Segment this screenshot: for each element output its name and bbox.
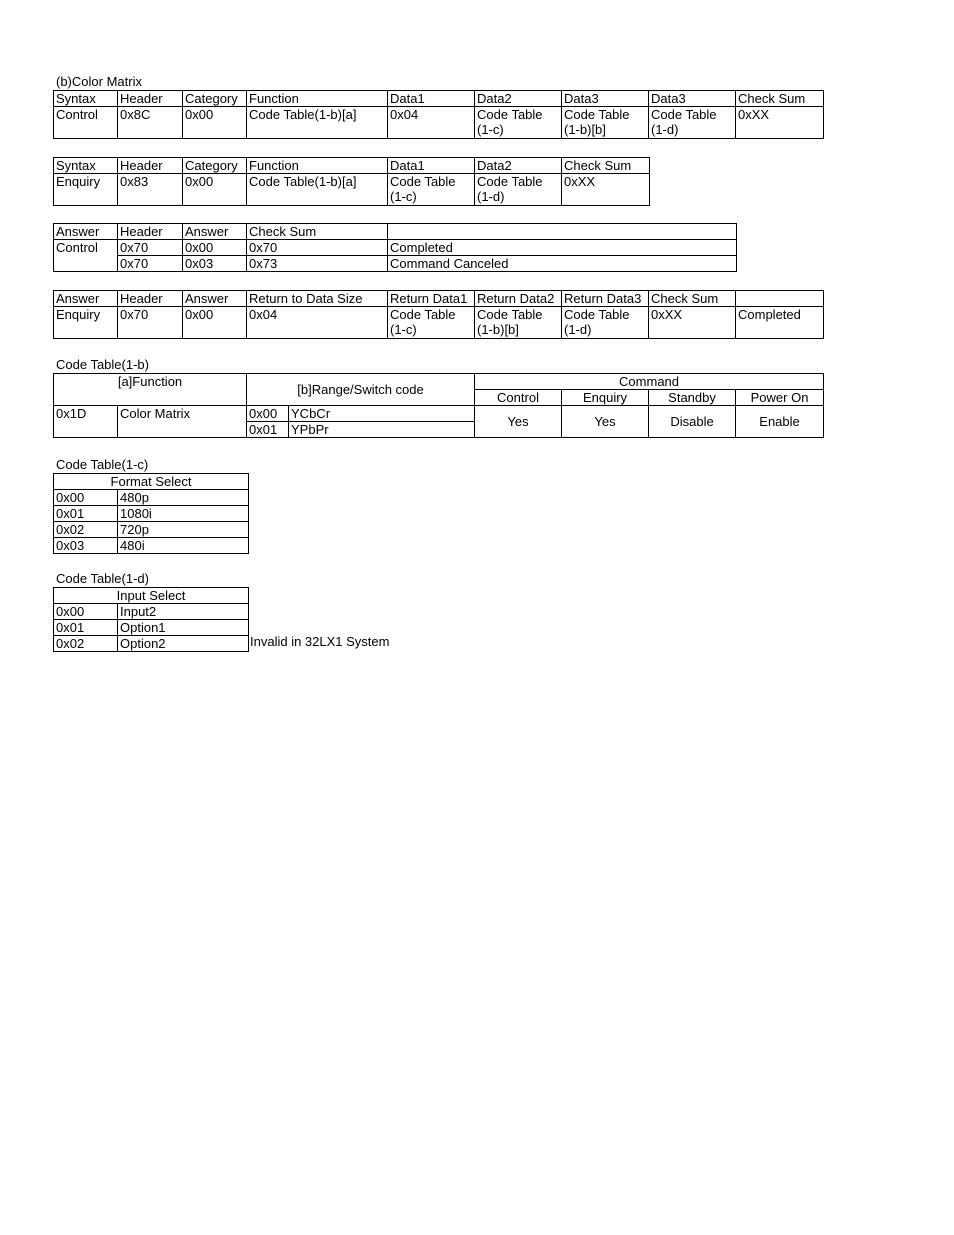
header-cell: Syntax — [54, 91, 118, 107]
header-cell: Data1 — [388, 91, 475, 107]
table-row — [54, 174, 650, 206]
header-cell — [388, 224, 737, 240]
table-cell: 0x83 — [118, 174, 183, 206]
table-cell: Code Table (1-c) — [388, 174, 475, 206]
command-value: Yes — [562, 406, 649, 438]
table-cell: Option2 — [118, 636, 249, 652]
table-cell: Command Canceled — [388, 256, 737, 272]
code-table-1c-title: Code Table(1-c) — [56, 457, 149, 472]
header-cell: Data3 — [649, 91, 736, 107]
control-command-table — [53, 90, 824, 139]
table-cell: Completed — [388, 240, 737, 256]
header-cell: Data1 — [388, 158, 475, 174]
table-cell: 0xXX — [736, 107, 824, 139]
table-header-row — [54, 224, 737, 240]
command-col-header: Enquiry — [562, 390, 649, 406]
table-cell: 0x00 — [54, 490, 118, 506]
header-cell: Check Sum — [649, 291, 736, 307]
table-cell: Code Table (1-d) — [475, 174, 562, 206]
header-cell: Function — [247, 158, 388, 174]
table-cell: 0x02 — [54, 636, 118, 652]
table-cell: Code Table (1-c) — [388, 307, 475, 339]
table-row — [54, 256, 737, 272]
header-cell: Header — [118, 224, 183, 240]
table-row — [54, 307, 824, 339]
answer-enquiry-table — [53, 290, 824, 339]
table-row — [54, 490, 249, 506]
table-cell: 0xXX — [562, 174, 650, 206]
table-cell: 480p — [118, 490, 249, 506]
header-cell: Check Sum — [736, 91, 824, 107]
table-cell: 0x00 — [183, 307, 247, 339]
header-cell: Header — [118, 158, 183, 174]
table-cell: 0x70 — [118, 256, 183, 272]
invalid-note: Invalid in 32LX1 System — [250, 634, 390, 649]
table-cell: Code Table(1-b)[a] — [247, 174, 388, 206]
table-row — [54, 538, 249, 554]
table-cell: 0x02 — [54, 522, 118, 538]
table-cell: Code Table(1-b)[a] — [247, 107, 388, 139]
table-cell: 0x01 — [54, 620, 118, 636]
input-select-header: Input Select — [54, 588, 249, 604]
header-cell: Answer — [183, 224, 247, 240]
range-header: [b]Range/Switch code — [247, 374, 475, 406]
command-value: Yes — [475, 406, 562, 438]
command-col-header: Standby — [649, 390, 736, 406]
table-cell: 0x73 — [247, 256, 388, 272]
table-cell: Enquiry — [54, 307, 118, 339]
header-cell: Return to Data Size — [247, 291, 388, 307]
table-row — [54, 506, 249, 522]
header-cell: Return Data3 — [562, 291, 649, 307]
range-code: 0x00 — [247, 406, 289, 422]
table-cell: 480i — [118, 538, 249, 554]
range-value: YCbCr — [289, 406, 475, 422]
table-cell: Enquiry — [54, 174, 118, 206]
answer-control-table — [53, 223, 737, 272]
header-cell: Category — [183, 158, 247, 174]
table-header-row — [54, 588, 249, 604]
table-cell: 0x04 — [388, 107, 475, 139]
header-cell: Header — [118, 91, 183, 107]
command-header: Command — [475, 374, 824, 390]
enquiry-command-table — [53, 157, 650, 206]
table-cell: 0x70 — [118, 240, 183, 256]
table-cell: 0x01 — [54, 506, 118, 522]
table-header-row — [54, 291, 824, 307]
table-cell: Completed — [736, 307, 824, 339]
table-cell: 0x03 — [54, 538, 118, 554]
table-cell: Code Table (1-b)[b] — [562, 107, 649, 139]
table-cell: Input2 — [118, 604, 249, 620]
header-cell: Return Data1 — [388, 291, 475, 307]
table-cell: 720p — [118, 522, 249, 538]
table-cell: 0x00 — [54, 604, 118, 620]
table-cell: 0x03 — [183, 256, 247, 272]
header-cell: Answer — [54, 291, 118, 307]
header-cell: Check Sum — [247, 224, 388, 240]
format-select-header: Format Select — [54, 474, 249, 490]
table-cell: 0x00 — [183, 240, 247, 256]
table-cell: 0x00 — [183, 107, 247, 139]
table-row — [54, 240, 737, 256]
command-value: Disable — [649, 406, 736, 438]
header-cell: Data3 — [562, 91, 649, 107]
table-row — [54, 604, 249, 620]
table-header-row — [54, 91, 824, 107]
table-row — [54, 636, 249, 652]
row-label: Control — [54, 240, 118, 272]
table-row — [54, 107, 824, 139]
table-cell: 0xXX — [649, 307, 736, 339]
header-cell: Answer — [183, 291, 247, 307]
command-col-header: Power On — [736, 390, 824, 406]
header-cell: Data2 — [475, 158, 562, 174]
range-value: YPbPr — [289, 422, 475, 438]
function-code: 0x1D — [54, 406, 118, 438]
table-row — [54, 522, 249, 538]
table-header-row — [54, 158, 650, 174]
code-table-1b — [53, 373, 824, 438]
section-title: (b)Color Matrix — [56, 74, 142, 89]
code-table-1b-title: Code Table(1-b) — [56, 357, 149, 372]
table-cell: Code Table (1-b)[b] — [475, 307, 562, 339]
table-cell: 0x00 — [183, 174, 247, 206]
header-cell: Header — [118, 291, 183, 307]
table-cell: Control — [54, 107, 118, 139]
table-header-row — [54, 474, 249, 490]
table-cell: 0x70 — [247, 240, 388, 256]
table-row — [54, 406, 824, 422]
header-cell: Category — [183, 91, 247, 107]
function-header: [a]Function — [54, 374, 247, 406]
header-cell — [736, 291, 824, 307]
code-table-1d-title: Code Table(1-d) — [56, 571, 149, 586]
table-cell: 0x70 — [118, 307, 183, 339]
table-cell: Code Table (1-d) — [649, 107, 736, 139]
header-cell: Data2 — [475, 91, 562, 107]
table-cell: 0x8C — [118, 107, 183, 139]
table-cell: Code Table (1-c) — [475, 107, 562, 139]
command-value: Enable — [736, 406, 824, 438]
code-table-1c — [53, 473, 249, 554]
table-row — [54, 620, 249, 636]
header-cell: Answer — [54, 224, 118, 240]
code-table-1d — [53, 587, 249, 652]
function-name: Color Matrix — [118, 406, 247, 438]
header-cell: Check Sum — [562, 158, 650, 174]
table-header-row — [54, 374, 824, 390]
range-code: 0x01 — [247, 422, 289, 438]
table-cell: 0x04 — [247, 307, 388, 339]
header-cell: Function — [247, 91, 388, 107]
header-cell: Return Data2 — [475, 291, 562, 307]
table-cell: 1080i — [118, 506, 249, 522]
header-cell: Syntax — [54, 158, 118, 174]
table-cell: Code Table (1-d) — [562, 307, 649, 339]
table-cell: Option1 — [118, 620, 249, 636]
command-col-header: Control — [475, 390, 562, 406]
